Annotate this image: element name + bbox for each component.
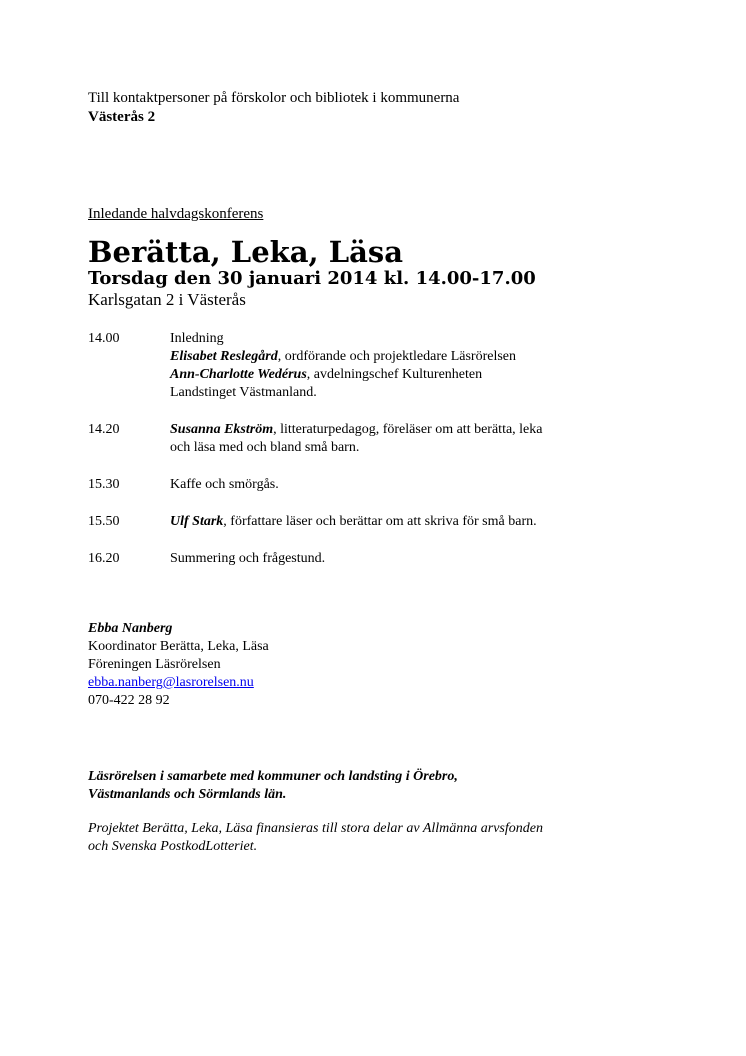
partnership-line: Läsrörelsen i samarbete med kommuner och landsting i Örebro,: [88, 769, 458, 784]
program-description: [170, 550, 688, 568]
program-schedule: [88, 330, 688, 568]
funding-line: och Svenska PostkodLotteriet.: [88, 839, 258, 854]
program-line: [170, 421, 688, 439]
event-location: Karlsgatan 2 i Västerås: [88, 290, 246, 309]
program-line: [170, 513, 688, 531]
contact-role: Koordinator Berätta, Leka, Läsa: [88, 639, 269, 654]
program-description: [170, 476, 688, 494]
partnership-note: [88, 768, 688, 804]
contact-phone: 070-422 28 92: [88, 693, 170, 708]
program-description: [170, 330, 688, 402]
contact-name: Ebba Nanberg: [88, 621, 173, 636]
conference-type: Inledande halvdagskonferens: [88, 206, 264, 222]
document-page: [88, 89, 688, 856]
program-line-text: , avdelningschef Kulturenheten: [306, 367, 483, 382]
program-line-text: och läsa med och bland små barn.: [170, 440, 360, 455]
program-description: [170, 513, 688, 531]
program-line: [170, 330, 688, 348]
program-time: 14.20: [88, 422, 120, 437]
contact-organization: Föreningen Läsrörelsen: [88, 657, 221, 672]
program-line-text: Inledning: [170, 331, 224, 346]
document-title: Berätta, Leka, Läsa: [88, 235, 404, 269]
funding-note: [88, 820, 688, 856]
program-line-text: Kaffe och smörgås.: [170, 477, 279, 492]
recipient-municipality: Västerås 2: [88, 109, 156, 125]
program-time: 14.00: [88, 331, 120, 346]
speaker-name: Ulf Stark: [170, 514, 224, 529]
program-item: [88, 330, 688, 402]
program-line-text: , ordförande och projektledare Läsrörelsen: [277, 349, 517, 364]
speaker-name: Susanna Ekström: [170, 422, 274, 437]
funding-line: Projektet Berätta, Leka, Läsa finansieras till stora delar av Allmänna arvsfonden: [88, 821, 543, 836]
program-item: [88, 421, 688, 457]
program-line: [170, 439, 688, 457]
contact-email-link[interactable]: ebba.nanberg@lasrorelsen.nu: [88, 675, 254, 690]
program-line-text: Landstinget Västmanland.: [170, 385, 317, 400]
speaker-name: Elisabet Reslegård: [170, 349, 278, 364]
program-description: [170, 421, 688, 457]
recipient-block: [88, 89, 688, 127]
program-time: 16.20: [88, 551, 120, 566]
contact-block: [88, 620, 688, 710]
program-time: 15.50: [88, 514, 120, 529]
program-line: [170, 550, 688, 568]
program-line-text: , litteraturpedagog, föreläser om att berätta, leka: [273, 422, 543, 437]
program-line-text: Summering och frågestund.: [170, 551, 326, 566]
event-date: Torsdag den 30 januari 2014 kl. 14.00-17.00: [88, 268, 536, 289]
program-item: [88, 513, 688, 531]
program-line: [170, 384, 688, 402]
program-line: [170, 366, 688, 384]
program-time: 15.30: [88, 477, 120, 492]
program-item: [88, 476, 688, 494]
speaker-name: Ann-Charlotte Wedérus: [170, 367, 307, 382]
program-line: [170, 348, 688, 366]
program-line: [170, 476, 688, 494]
program-item: [88, 550, 688, 568]
program-line-text: , författare läser och berättar om att skriva för små barn.: [223, 514, 537, 529]
partnership-line: Västmanlands och Sörmlands län.: [88, 787, 287, 802]
recipient-line: Till kontaktpersoner på förskolor och bibliotek i kommunerna: [88, 90, 460, 106]
